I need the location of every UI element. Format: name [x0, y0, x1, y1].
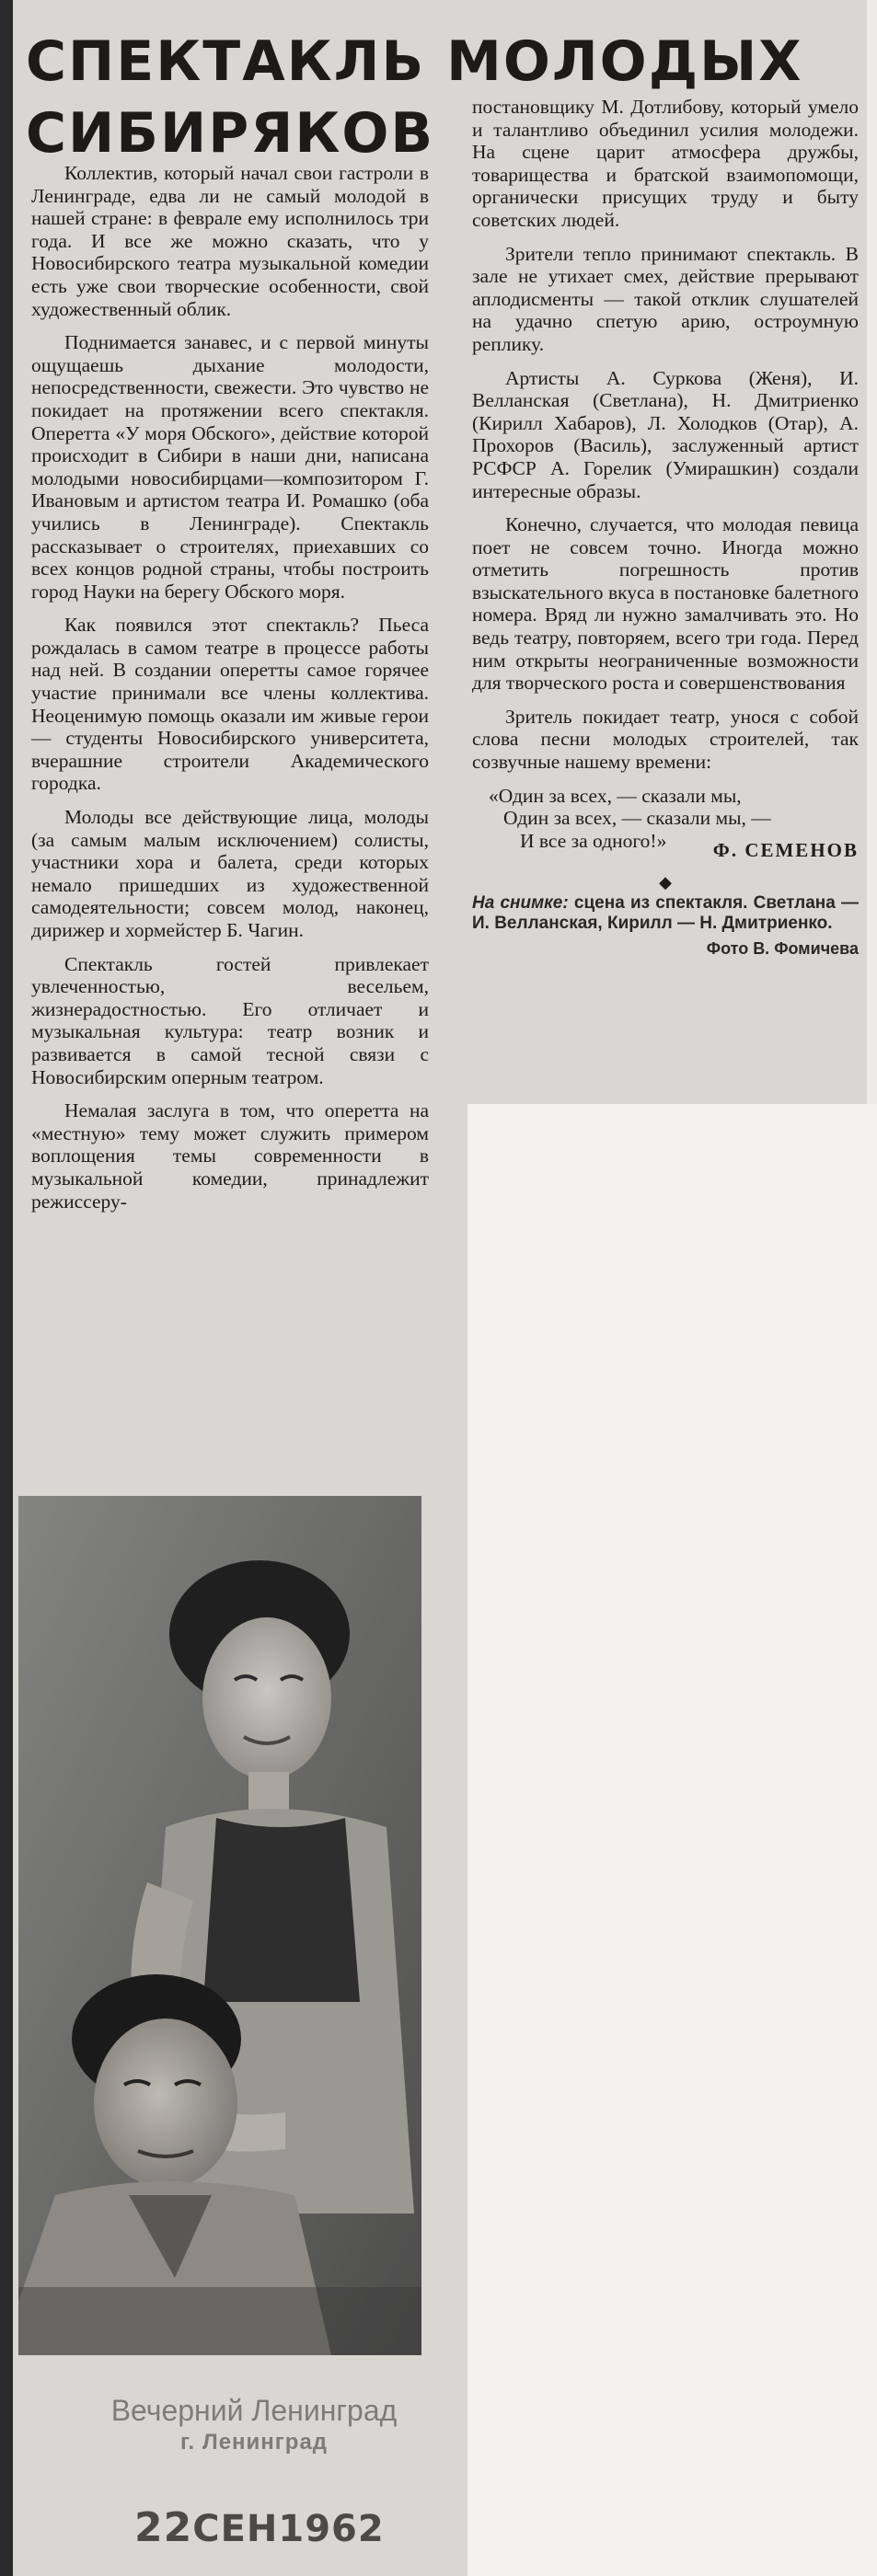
date-stamp-month-year: СЕН1962	[192, 2508, 385, 2550]
caption-lead: На снимке:	[472, 893, 569, 913]
scan-background-right	[467, 1104, 877, 2576]
article-author: Ф. СЕМЕНОВ	[712, 839, 859, 862]
article-photo	[18, 1496, 421, 2355]
article-paragraph: Зритель покидает театр, унося с собой слова песни молодых строителей, так созвучные нашему времени:	[472, 705, 859, 774]
article-paragraph: Молоды все действующие лица, молоды (за самым малым исключением) солисты, участники хора и балета, среди которых немало пришедших из художественной самодеятельности; совсем молод, наконец, дирижер и хормейстер Б. Чагин.	[31, 806, 429, 941]
song-line: И все за одного!»	[520, 829, 667, 852]
scan-background-strip	[867, 0, 877, 1104]
newspaper-city: г. Ленинград	[179, 2430, 329, 2455]
article-paragraph: Поднимается занавес, и с первой минуты ощущаешь дыхание молодости, непосредственности, свежести. Это чувство не покидает на протяжении всего спектакля. Оперетта «У моря Обского», действие которой происходит в Сибири в наши дни, написана молодыми новосибирцами—композитором Г. Ивановым и артистом театра И. Ромашко (оба учились в Ленинграде). Спектакль рассказывает о строителях, приехавших со всех концов родной страны, чтобы построить город Науки на берегу Обского моря.	[31, 331, 429, 603]
article-paragraph-continued: постановщику М. Дотлибову, который умело и талантливо объединил усилия молодежи. На сцене царит атмосфера дружбы, товарищества и братской взаимопомощи, органически присущих труду и быту советских людей.	[472, 96, 859, 231]
diamond-separator-icon: ◆	[659, 873, 672, 891]
article-paragraph: Артисты А. Суркова (Женя), И. Велланская (Светлана), Н. Дмитриенко (Кирилл Хабаров), Л. Холодков (Отар), А. Прохоров (Василь), заслуженный артист РСФСР А. Горелик (Умирашкин) создали интересные образы.	[472, 366, 859, 502]
article-paragraph: Конечно, случается, что молодая певица поет не совсем точно. Иногда можно отметить погрешность против взыскательного вкуса в постановке балетного номера. Вряд ли нужно замалчивать это. Но ведь театру, повторяем, всего три года. Перед ним открыты неограниченные возможности для творческого роста и совершенствования	[472, 513, 859, 695]
article-column-right	[472, 96, 859, 960]
article-paragraph: Спектакль гостей привлекает увлеченностью, весельем, жизнерадостностью. Его отличает и музыкальная культура: театр возник и развивается в самой тесной связи с Новосибирским оперным театром.	[31, 952, 429, 1088]
song-line: Один за всех, — сказали мы, —	[503, 807, 771, 830]
photo-credit: Фото В. Фомичева	[706, 939, 859, 958]
photo-caption	[472, 893, 859, 934]
article-paragraph: Как появился этот спектакль? Пьеса рождалась в самом театре в процессе работы над ней. В создании оперетты самое горячее участие принимали все члены коллектива. Неоценимую помощь оказали им живые герои — студенты Новосибирского университета, вчерашние строители Академического городка.	[31, 614, 429, 795]
article-headline: СПЕКТАКЛЬ МОЛОДЫХ СИБИРЯКОВ	[26, 29, 803, 166]
date-stamp-day: 22	[134, 2504, 193, 2551]
newspaper-source-stamp	[79, 2392, 429, 2456]
article-paragraph: Коллектив, который начал свои гастроли в Ленинграде, едва ли не самый молодой в нашей стране: в феврале ему исполнилось три года. И все же можно сказать, что у Новосибирского театра музыкальной комедии есть уже свои творческие особенности, свой художественный облик.	[31, 162, 429, 320]
song-line: «Один за всех, — сказали мы,	[489, 784, 742, 807]
photo-scene-illustration	[18, 1496, 421, 2355]
article-paragraph: Зрители тепло принимают спектакль. В зале не утихает смех, действие прерывают аплодисменты — такой отклик слушателей на удачно спетую арию, остроумную реплику.	[472, 242, 859, 355]
caption-text: сцена из спектакля. Светлана — И. Велланская, Кирилл — Н. Дмитриенко.	[472, 893, 860, 933]
article-paragraph: Немалая заслуга в том, что оперетта на «местную» тему может служить примером воплощения темы современности в музыкальной комедии, принадлежит режиссеру-	[31, 1099, 429, 1213]
date-stamp	[134, 2504, 385, 2551]
article-column-left	[31, 162, 429, 1224]
scan-edge-left	[0, 0, 13, 2576]
newspaper-name: Вечерний Ленинград	[110, 2394, 398, 2427]
